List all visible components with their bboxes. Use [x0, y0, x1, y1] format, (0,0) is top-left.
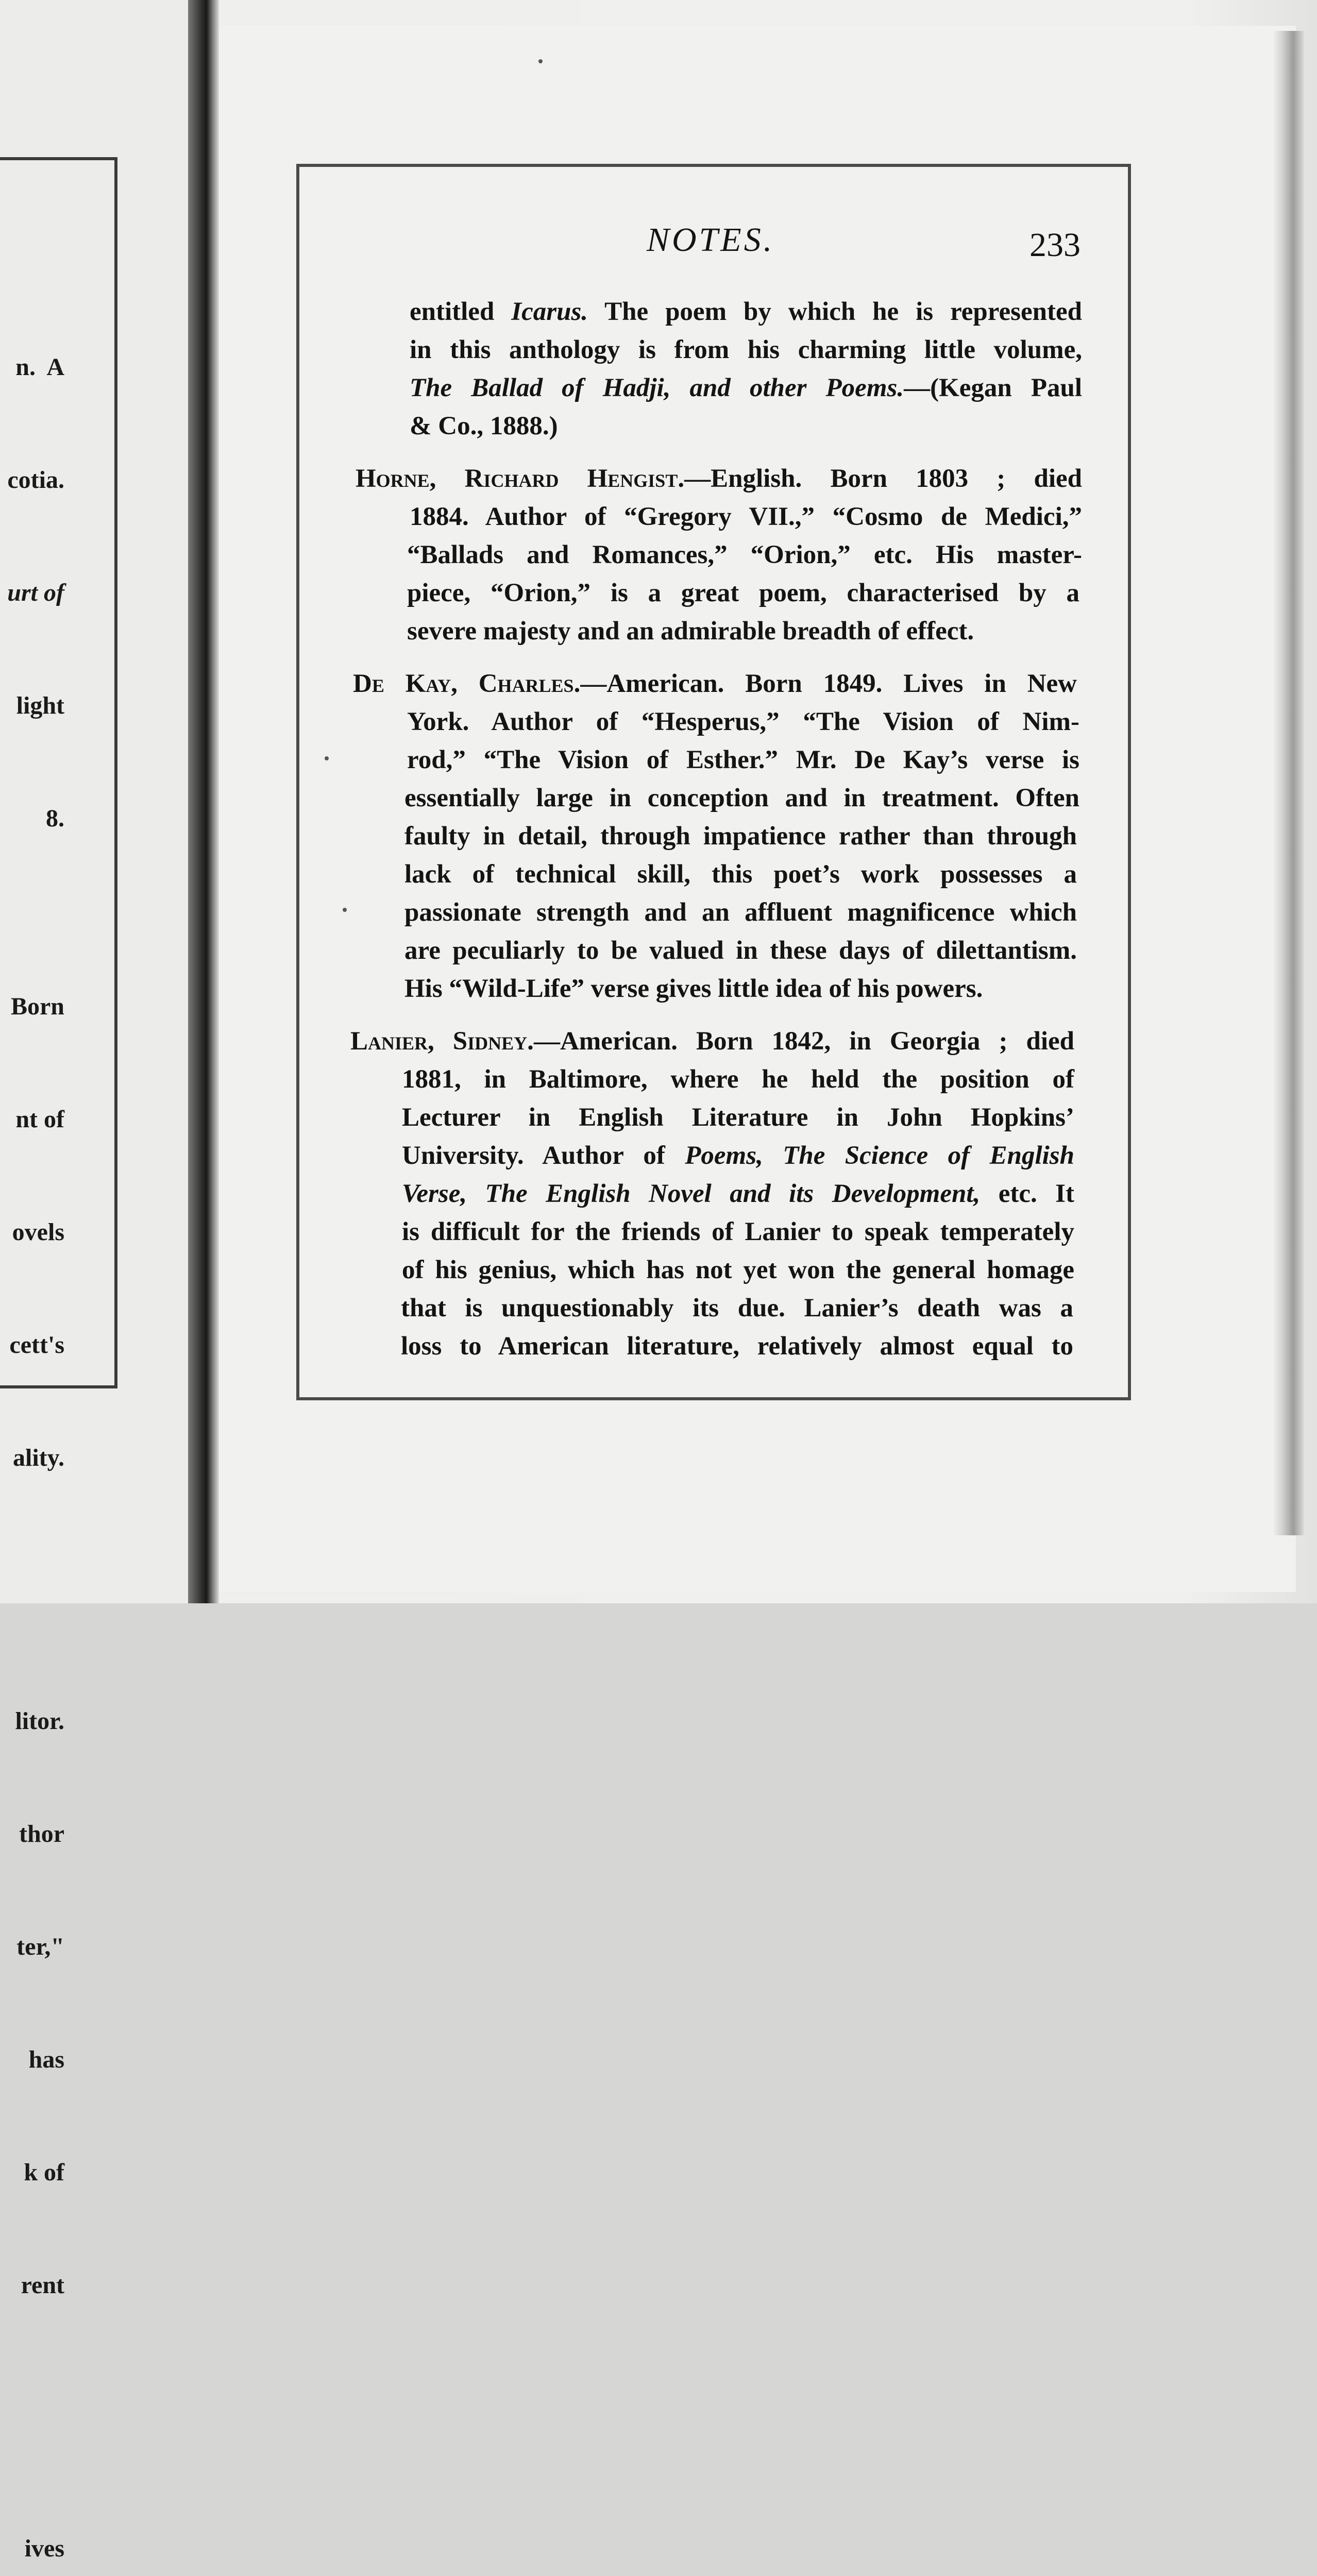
- text-segment: The Ballad of Hadji, and other Poems.: [410, 374, 904, 402]
- text-line: [407, 576, 1079, 610]
- text-line: [402, 1177, 1074, 1211]
- text-segment: —American. Born 1842, in Georgia ; died: [533, 1027, 1074, 1056]
- text-segment: Verse, The English Novel and its Development,: [402, 1179, 981, 1208]
- text-segment: loss to American literature, relatively almost equal to: [401, 1332, 1073, 1361]
- text-line: [410, 371, 1082, 405]
- fragment: 8.: [46, 805, 64, 832]
- text-segment: 1881, in Baltimore, where he held the position of: [402, 1065, 1074, 1094]
- previous-page-text: [0, 273, 64, 2576]
- text-line: [401, 1329, 1073, 1363]
- text-segment: Lanier, Sidney.: [350, 1027, 534, 1056]
- text-segment: entitled: [410, 297, 512, 326]
- text-segment: is difficult for the friends of Lanier to speak temperately: [402, 1217, 1074, 1246]
- fragment: k of: [24, 2159, 64, 2186]
- text-segment: passionate strength and an affluent magnificence which: [404, 898, 1077, 927]
- fragment: cett's: [9, 1331, 64, 1359]
- fragment: litor.: [15, 1707, 64, 1735]
- fragment: cotia.: [7, 466, 64, 494]
- fragment: n. A: [15, 353, 64, 381]
- text-segment: Lecturer in English Literature in John Hopkins’: [402, 1103, 1074, 1132]
- text-segment: York. Author of “Hesperus,” “The Vision of Nim-: [407, 707, 1079, 736]
- text-line: [350, 1024, 1074, 1058]
- text-line: [407, 705, 1079, 739]
- text-line: [402, 1253, 1074, 1287]
- text-line: [402, 1062, 1074, 1096]
- text-segment: —English. Born 1803 ; died: [684, 464, 1082, 493]
- text-segment: severe majesty and an admirable breadth of effect.: [407, 617, 974, 646]
- scan-speck: [343, 908, 347, 912]
- text-line: [404, 934, 1077, 968]
- previous-page: [0, 0, 188, 2562]
- text-line: [407, 743, 1079, 777]
- text-line: [410, 409, 1082, 443]
- text-segment: etc. It: [980, 1179, 1075, 1208]
- text-segment: faulty in detail, through impatience rather than through: [404, 822, 1077, 851]
- text-line: [404, 819, 1077, 853]
- fragment: has: [28, 2046, 64, 2073]
- text-segment: lack of technical skill, this poet’s work possesses a: [404, 860, 1077, 889]
- text-line: [410, 500, 1082, 534]
- text-line: [402, 1100, 1074, 1134]
- text-segment: piece, “Orion,” is a great poem, characterised by a: [407, 579, 1079, 607]
- page-edge-shadow: [1273, 31, 1304, 1535]
- text-segment: Horne, Richard Hengist.: [356, 464, 685, 493]
- text-line: [402, 1215, 1074, 1249]
- text-segment: —(Kegan Paul: [904, 374, 1082, 402]
- text-segment: rod,” “The Vision of Esther.” Mr. De Kay’s verse is: [407, 745, 1079, 774]
- text-line: [356, 462, 1082, 496]
- text-segment: that is unquestionably its due. Lanier’s death was a: [401, 1294, 1073, 1323]
- text-line: [407, 538, 1082, 572]
- fragment: nt of: [15, 1106, 64, 1133]
- text-segment: University. Author of: [402, 1141, 685, 1170]
- text-line: [410, 333, 1082, 367]
- text-line: [404, 895, 1077, 929]
- scan-speck: [538, 59, 543, 63]
- page-number: 233: [1029, 226, 1080, 264]
- fragment: ter,": [16, 1933, 64, 1960]
- text-segment: De Kay, Charles.: [353, 669, 581, 698]
- fragment: ality.: [12, 1444, 64, 1471]
- fragment: thor: [19, 1820, 64, 1848]
- text-segment: & Co., 1888.): [410, 412, 558, 440]
- text-segment: —American. Born 1849. Lives in New: [580, 669, 1077, 698]
- text-line: [401, 1291, 1073, 1325]
- fragment: ovels: [12, 1218, 64, 1246]
- text-line: [353, 667, 1077, 701]
- book-gutter: [188, 0, 219, 1603]
- fragment: ives: [24, 2535, 64, 2562]
- text-segment: “Ballads and Romances,” “Orion,” etc. His master-: [407, 540, 1082, 569]
- text-line: [404, 972, 1077, 1006]
- text-line: [404, 781, 1079, 815]
- fragment: rent: [21, 2272, 64, 2299]
- text-segment: Poems, The Science of English: [685, 1141, 1074, 1170]
- text-segment: The poem by which he is represented: [588, 297, 1082, 326]
- text-segment: are peculiarly to be valued in these days of dilettantism.: [404, 936, 1077, 965]
- text-segment: Icarus.: [511, 297, 588, 326]
- text-segment: in this anthology is from his charming little volume,: [410, 335, 1082, 364]
- text-line: [407, 614, 1079, 648]
- running-header: NOTES.: [647, 221, 775, 259]
- fragment: light: [16, 692, 64, 719]
- text-segment: of his genius, which has not yet won the general homage: [402, 1256, 1074, 1284]
- text-line: [404, 857, 1077, 891]
- scan-speck: [325, 756, 329, 760]
- text-line: [402, 1139, 1074, 1173]
- text-segment: His “Wild-Life” verse gives little idea of his powers.: [404, 974, 983, 1003]
- text-segment: 1884. Author of “Gregory VII.,” “Cosmo de Medici,”: [410, 502, 1082, 531]
- text-segment: essentially large in conception and in treatment. Often: [404, 784, 1079, 812]
- text-line: [410, 295, 1082, 329]
- fragment: Born: [10, 993, 64, 1020]
- fragment: urt of: [7, 579, 64, 606]
